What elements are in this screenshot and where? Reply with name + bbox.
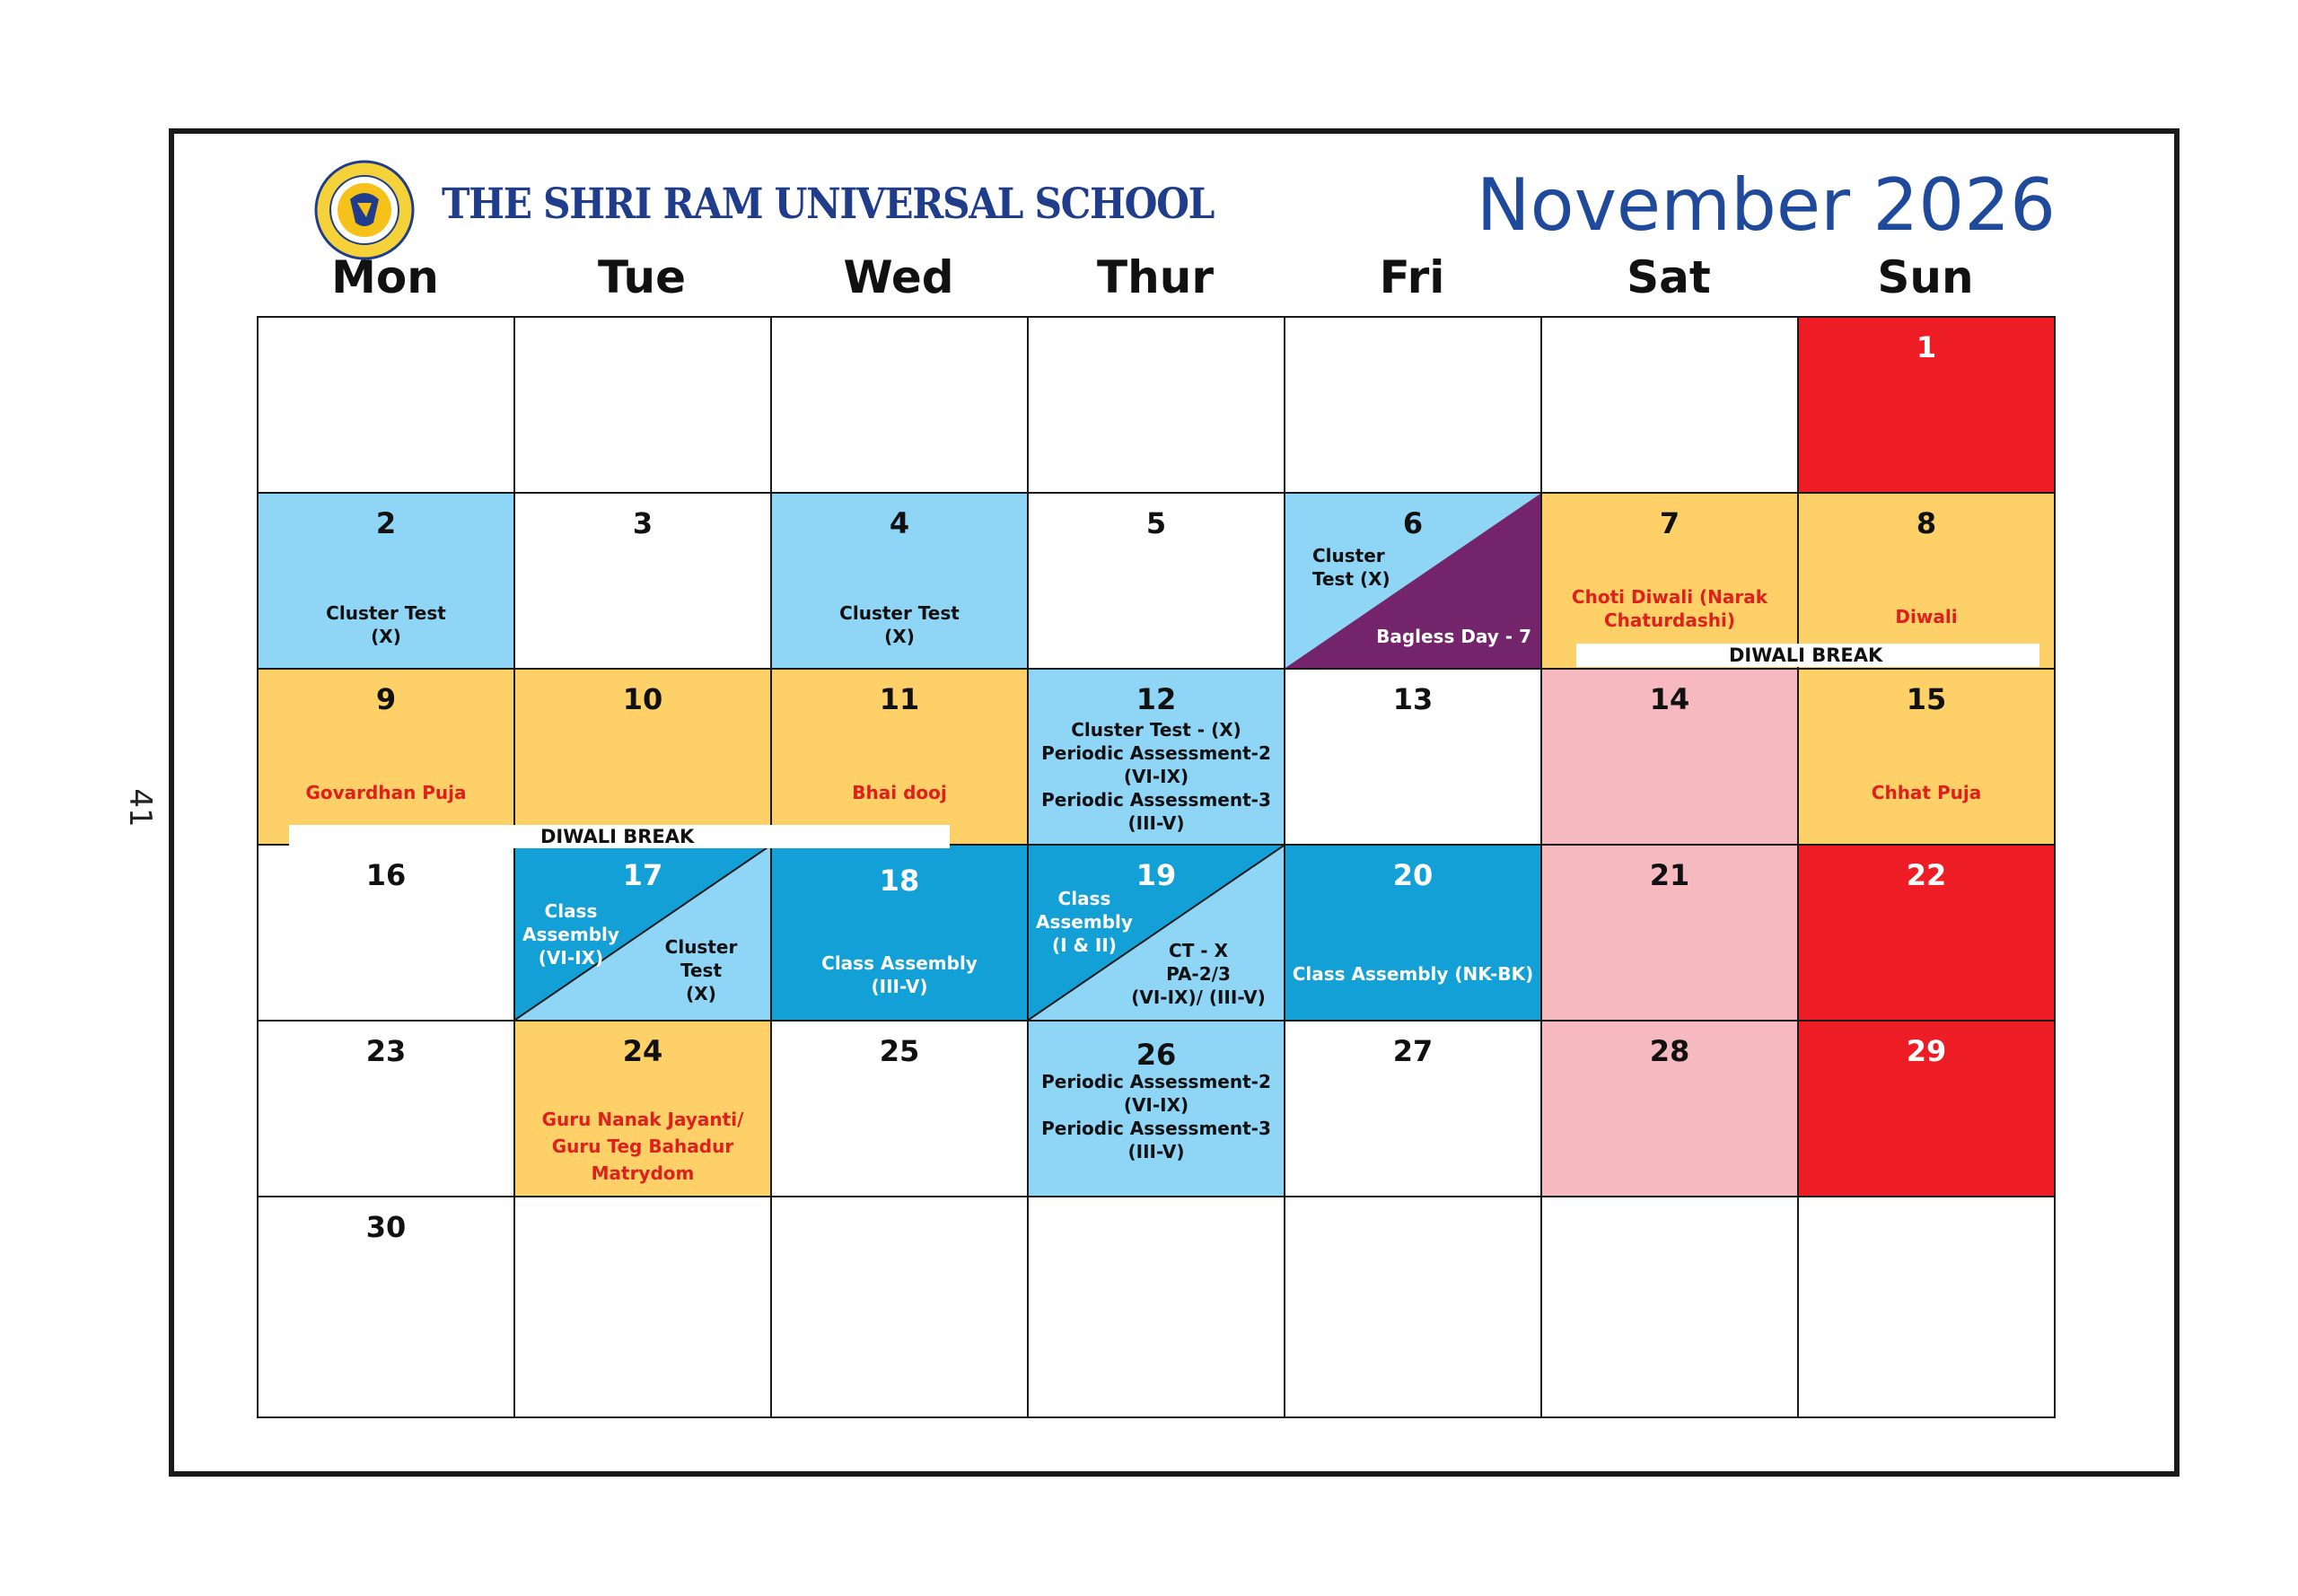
day-cell-26: [1027, 1020, 1285, 1197]
day-cell-empty: [1540, 1196, 1799, 1418]
event-assessments: Cluster Test - (X) Periodic Assessment-2 (VI-IX) Periodic Assessment-3 (III-V): [1041, 719, 1271, 834]
weekday-thur: Thur: [1097, 251, 1214, 303]
day-cell-12: [1027, 668, 1285, 846]
day-number: 27: [1392, 1034, 1434, 1068]
weekday-wed: Wed: [843, 251, 954, 303]
day-cell-30: [257, 1196, 515, 1418]
day-number: 24: [622, 1034, 663, 1068]
event-chhat-puja: Chhat Puja: [1871, 782, 1982, 803]
day-cell-4: [770, 492, 1029, 670]
weekday-tue: Tue: [597, 251, 687, 303]
day-number: 14: [1649, 682, 1690, 716]
day-cell-5: [1027, 492, 1285, 670]
event-class-assembly: Class Assembly (I & II): [1036, 888, 1133, 956]
event-guru-nanak-jayanti: Guru Nanak Jayanti/ Guru Teg Bahadur Matrydom: [541, 1109, 744, 1184]
weekday-mon: Mon: [331, 251, 439, 303]
day-cell-empty: [1540, 316, 1799, 494]
event-cluster-test: Cluster Test (X): [839, 602, 960, 647]
day-cell-13: [1284, 668, 1542, 846]
event-assessments: Periodic Assessment-2 (VI-IX) Periodic Assessment-3 (III-V): [1041, 1071, 1271, 1162]
day-cell-14: [1540, 668, 1799, 846]
day-cell-17: [513, 844, 772, 1022]
day-cell-21: [1540, 844, 1799, 1022]
event-govardhan-puja: Govardhan Puja: [305, 782, 467, 803]
event-diwali: Diwali: [1895, 606, 1958, 627]
page-number: 41: [122, 788, 158, 828]
day-cell-empty: [1284, 1196, 1542, 1418]
day-number: 28: [1649, 1034, 1690, 1068]
day-cell-2: [257, 492, 515, 670]
day-number: 18: [879, 864, 920, 898]
day-number: 21: [1649, 858, 1690, 892]
day-number: 6: [1402, 506, 1424, 540]
day-cell-empty: [1284, 316, 1542, 494]
day-number: 1: [1916, 330, 1937, 364]
day-cell-10: [513, 668, 772, 846]
day-cell-16: [257, 844, 515, 1022]
day-number: 3: [632, 506, 653, 540]
day-cell-23: [257, 1020, 515, 1197]
day-number: 25: [879, 1034, 920, 1068]
day-cell-3: [513, 492, 772, 670]
school-name: THE SHRI RAM UNIVERSAL SCHOOL: [442, 180, 1214, 229]
diwali-break-band: DIWALI BREAK: [289, 825, 950, 848]
event-bagless-day: Bagless Day - 7: [1376, 626, 1531, 647]
day-number: 10: [622, 682, 663, 716]
event-cluster-test: Cluster Test (X): [1312, 545, 1390, 590]
day-number: 26: [1136, 1038, 1177, 1072]
event-bhai-dooj: Bhai dooj: [852, 782, 947, 803]
day-cell-empty: [257, 316, 515, 494]
day-number: 5: [1145, 506, 1167, 540]
day-cell-1: [1797, 316, 2056, 494]
day-number: 7: [1659, 506, 1680, 540]
day-number: 2: [375, 506, 397, 540]
day-cell-empty: [1027, 1196, 1285, 1418]
day-number: 4: [889, 506, 910, 540]
day-cell-19: [1027, 844, 1285, 1022]
weekday-sat: Sat: [1627, 251, 1711, 303]
day-cell-empty: [1027, 316, 1285, 494]
day-cell-9: [257, 668, 515, 846]
event-class-assembly: Class Assembly (NK-BK): [1292, 963, 1534, 985]
diwali-break-band: DIWALI BREAK: [1576, 644, 2039, 667]
day-number: 19: [1136, 858, 1177, 892]
weekday-sun: Sun: [1877, 251, 1974, 303]
event-ct-pa: CT - X PA-2/3 (VI-IX)/ (III-V): [1131, 940, 1266, 1008]
day-cell-11: [770, 668, 1029, 846]
event-cluster-test: Cluster Test (X): [664, 936, 738, 1004]
day-cell-18: [770, 844, 1029, 1022]
day-cell-6: [1284, 492, 1542, 670]
day-cell-22: [1797, 844, 2056, 1022]
day-number: 30: [365, 1210, 407, 1244]
day-number: 12: [1136, 682, 1177, 716]
day-number: 9: [375, 682, 397, 716]
day-number: 15: [1906, 682, 1947, 716]
day-cell-15: [1797, 668, 2056, 846]
weekday-fri: Fri: [1379, 251, 1445, 303]
day-number: 16: [365, 858, 407, 892]
school-logo-icon: [314, 160, 415, 260]
day-cell-28: [1540, 1020, 1799, 1197]
day-number: 8: [1916, 506, 1937, 540]
event-choti-diwali: Choti Diwali (Narak Chaturdashi): [1571, 586, 1768, 631]
day-number: 29: [1906, 1034, 1947, 1068]
day-number: 11: [879, 682, 920, 716]
day-cell-27: [1284, 1020, 1542, 1197]
day-number: 13: [1392, 682, 1434, 716]
day-cell-empty: [770, 1196, 1029, 1418]
day-number: 20: [1392, 858, 1434, 892]
day-cell-empty: [1797, 1196, 2056, 1418]
day-cell-29: [1797, 1020, 2056, 1197]
month-title: November 2026: [1476, 163, 2056, 247]
day-cell-empty: [513, 1196, 772, 1418]
day-cell-20: [1284, 844, 1542, 1022]
day-number: 22: [1906, 858, 1947, 892]
day-cell-empty: [770, 316, 1029, 494]
day-number: 23: [365, 1034, 407, 1068]
day-number: 17: [622, 858, 663, 892]
event-class-assembly: Class Assembly (VI-IX): [522, 900, 619, 969]
day-cell-24: [513, 1020, 772, 1197]
day-cell-empty: [513, 316, 772, 494]
day-cell-25: [770, 1020, 1029, 1197]
event-cluster-test: Cluster Test (X): [326, 602, 446, 647]
event-class-assembly: Class Assembly (III-V): [821, 952, 978, 997]
